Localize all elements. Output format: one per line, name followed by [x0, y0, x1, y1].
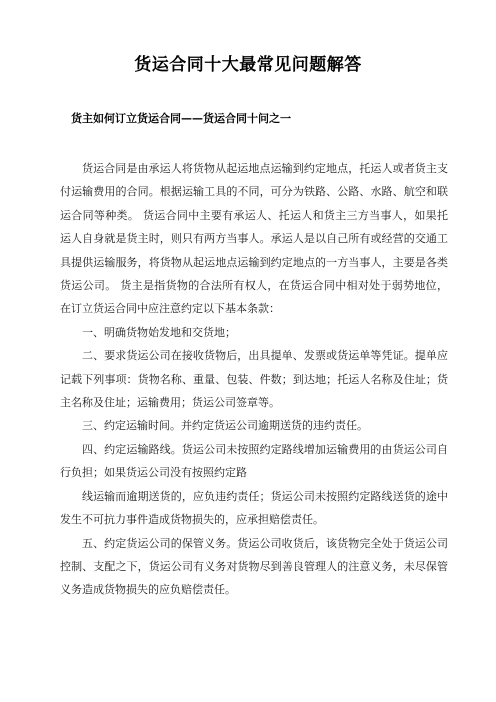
paragraph-item-2: 二、要求货运公司在接收货物后，出具提单、发票或货运单等凭证。提单应记载下列事项：货物名称、重量、包装、件数；到达地；托运人名称及住址；货主名称及住址；运输费用；货运公司签章等。 — [60, 349, 448, 410]
paragraph-intro: 货运合同是由承运人将货物从起运地点运输到约定地点，托运人或者货主支付运输费用的合同。根据运输工具的不同，可分为铁路、公路、水路、航空和联运合同等种类。 货运合同中主要有承运人、托运人和货主三方当事人，如果托运人自身就是货主时，则只有两方当事人。承运人是以自己所有或经营的交通工具提供运输服务，将货物从起运地点运输到约定地点的一方当事人，主要是各类货运公司。 货主是指货物的合法所有权人，在货运合同中相对处于弱势地位，在订立货运合同中应注意约定以下基本条款： — [60, 162, 448, 316]
document-title: 货运合同十大最常见问题解答 — [134, 55, 362, 75]
paragraph-item-4-continued: 线运输而逾期送货的，应负违约责任；货运公司未按照约定路线送货的途中发生不可抗力事件造成货物损失的，应承担赔偿责任。 — [60, 489, 448, 527]
paragraph-item-3: 三、约定运输时间。并约定货运公司逾期送货的违约责任。 — [82, 419, 368, 433]
paragraph-item-1: 一、明确货物始发地和交货地； — [82, 325, 236, 339]
document-subtitle: 货主如何订立货运合同——货运合同十问之一 — [71, 112, 291, 125]
document-body — [60, 157, 448, 602]
paragraph-item-4: 四、约定运输路线。货运公司未按照约定路线增加运输费用的由货运公司自行负担；如果货运公司没有按照约定路 — [60, 442, 448, 480]
paragraph-item-5: 五、约定货运公司的保管义务。货运公司收货后，该货物完全处于货运公司控制、支配之下，货运公司有义务对货物尽到善良管理人的注意义务，未尽保管义务造成货物损失的应负赔偿责任。 — [60, 536, 448, 597]
